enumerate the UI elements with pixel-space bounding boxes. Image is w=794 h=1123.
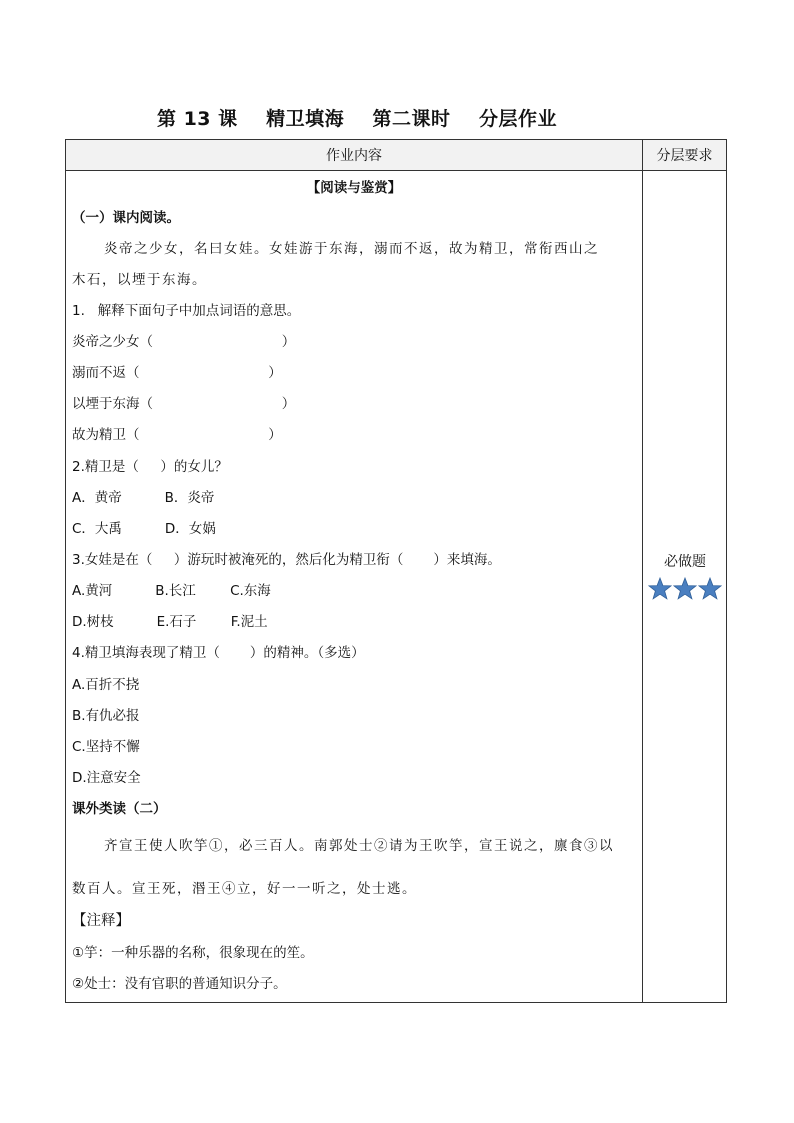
question-1-item-a: 炎帝之少女（ ） bbox=[72, 334, 296, 350]
question-1-item-b: 溺而不返（ ） bbox=[72, 365, 282, 381]
page-title: 第 13 课 精卫填海 第二课时 分层作业 bbox=[156, 108, 558, 130]
part2-heading: 课外类读（二） bbox=[72, 801, 167, 817]
question-3: 3.女娃是在（ ）游玩时被淹死的，然后化为精卫衔（ ）来填海。 bbox=[72, 552, 501, 568]
content-cell bbox=[66, 171, 643, 1003]
passage2-line2: 数百人。宣王死，湣王④立，好一一听之，处士逃。 bbox=[72, 881, 417, 897]
star-icon bbox=[698, 577, 722, 600]
question-4-option-a: A.百折不挠 bbox=[72, 677, 140, 693]
section-heading: 【阅读与鉴赏】 bbox=[306, 180, 402, 196]
header-requirement: 分层要求 bbox=[643, 140, 727, 171]
question-4-option-b: B.有仇必报 bbox=[72, 708, 140, 724]
passage1-line1: 炎帝之少女，名曰女娃。女娃游于东海，溺而不返，故为精卫，常衔西山之 bbox=[104, 241, 599, 257]
question-4-option-c: C.坚持不懈 bbox=[72, 739, 140, 755]
star-icon bbox=[648, 577, 672, 600]
star-rating bbox=[643, 577, 727, 600]
homework-table bbox=[65, 139, 727, 1003]
header-content: 作业内容 bbox=[66, 140, 643, 171]
question-1-item-c: 以堙于东海（ ） bbox=[72, 396, 296, 412]
question-4-option-d: D.注意安全 bbox=[72, 770, 141, 786]
question-4: 4.精卫填海表现了精卫（ ）的精神。（多选） bbox=[72, 645, 365, 661]
note-1: ①竽：一种乐器的名称，很象现在的笙。 bbox=[72, 945, 314, 961]
question-1: 1. 解释下面句子中加点词语的意思。 bbox=[72, 303, 301, 319]
question-3-options-abc: A.黄河 B.长江 C.东海 bbox=[72, 583, 271, 599]
question-2-options-ab: A．黄帝 B．炎帝 bbox=[72, 490, 215, 506]
notes-heading: 【注释】 bbox=[72, 913, 130, 929]
star-icon bbox=[673, 577, 697, 600]
question-1-item-d: 故为精卫（ ） bbox=[72, 427, 282, 443]
passage1-line2: 木石，以堙于东海。 bbox=[72, 272, 207, 288]
question-2: 2.精卫是（ ）的女儿？ bbox=[72, 459, 228, 475]
question-2-options-cd: C．大禹 D．女娲 bbox=[72, 521, 216, 537]
question-3-options-def: D.树枝 E.石子 F.泥土 bbox=[72, 614, 268, 630]
passage2-line1: 齐宣王使人吹竽①，必三百人。南郭处士②请为王吹竽，宣王说之，廪食③以 bbox=[104, 838, 614, 854]
note-2: ②处士：没有官职的普通知识分子。 bbox=[72, 976, 287, 992]
part1-heading: （一）课内阅读。 bbox=[72, 210, 180, 226]
requirement-label: 必做题 bbox=[664, 554, 706, 570]
requirement-cell bbox=[643, 171, 727, 1003]
